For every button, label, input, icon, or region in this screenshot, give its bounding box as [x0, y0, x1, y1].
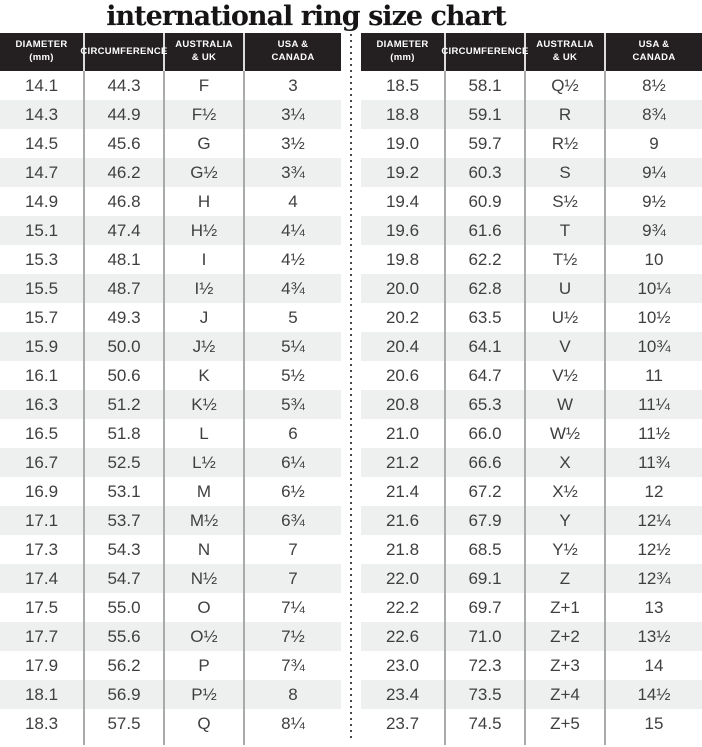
table-body [361, 71, 702, 738]
table-cell: 7¼ [281, 597, 305, 617]
table-cell: K½ [165, 390, 245, 419]
table-cell: W [526, 390, 606, 419]
table-cell: 6¾ [281, 510, 305, 530]
table-cell: O [165, 593, 245, 622]
table-cell: 60.9 [446, 187, 526, 216]
column-header: USA & CANADA [271, 39, 315, 63]
table-cell: 13 [644, 597, 664, 617]
table-cell: 50.0 [85, 332, 165, 361]
table-cell: 15 [644, 713, 664, 733]
table-cell: Z+2 [526, 622, 606, 651]
table-cell: 53.1 [85, 477, 165, 506]
table-row [361, 332, 702, 361]
ring-size-table-right [361, 33, 702, 745]
table-cell: 20.6 [361, 361, 446, 390]
table-row [361, 448, 702, 477]
table-cell: 19.2 [361, 158, 446, 187]
column-header: AUSTRALIA & UK [526, 33, 606, 71]
table-cell: 8 [288, 684, 298, 704]
table-cell: 62.2 [446, 245, 526, 274]
table-cell: 68.5 [446, 535, 526, 564]
table-cell: 64.7 [446, 361, 526, 390]
table-row [361, 680, 702, 709]
table-cell: 54.3 [85, 535, 165, 564]
table-cell: I [165, 245, 245, 274]
table-cell: P [165, 651, 245, 680]
table-row [0, 361, 341, 390]
spacer-cell [526, 738, 606, 745]
table-cell: 3 [288, 75, 298, 95]
table-cell: 74.5 [446, 709, 526, 738]
table-cell: 10¾ [637, 336, 671, 356]
table-cell: 5¾ [281, 394, 305, 414]
table-cell: 65.3 [446, 390, 526, 419]
table-cell: 71.0 [446, 622, 526, 651]
table-cell: 14.3 [0, 100, 85, 129]
table-cell: 44.9 [85, 100, 165, 129]
table-cell: H [165, 187, 245, 216]
table-row [0, 448, 341, 477]
table-cell: 51.8 [85, 419, 165, 448]
spacer-cell [606, 738, 702, 745]
table-row [0, 245, 341, 274]
table-cell: V½ [526, 361, 606, 390]
table-cell: 47.4 [85, 216, 165, 245]
table-cell: Z+1 [526, 593, 606, 622]
table-cell: P½ [165, 680, 245, 709]
table-cell: 72.3 [446, 651, 526, 680]
table-cell: N [165, 535, 245, 564]
table-row [361, 274, 702, 303]
table-cell: G½ [165, 158, 245, 187]
table-row [0, 303, 341, 332]
table-cell: 14.5 [0, 129, 85, 158]
table-cell: 20.4 [361, 332, 446, 361]
table-cell: 9½ [642, 191, 666, 211]
table-cell: 20.0 [361, 274, 446, 303]
table-cell: 9¼ [642, 162, 666, 182]
table-row [0, 71, 341, 100]
table-cell: 12¾ [637, 568, 671, 588]
table-cell: 11 [645, 365, 663, 385]
column-header: DIAMETER (mm) [361, 33, 446, 71]
table-cell: 23.0 [361, 651, 446, 680]
table-cell: U½ [526, 303, 606, 332]
table-cell: 14.7 [0, 158, 85, 187]
table-row [361, 303, 702, 332]
table-cell: H½ [165, 216, 245, 245]
spacer-cell [0, 738, 85, 745]
table-cell: 5 [288, 307, 298, 327]
table-row [361, 477, 702, 506]
table-cell: 21.6 [361, 506, 446, 535]
chart-content [0, 33, 702, 745]
table-cell: 18.8 [361, 100, 446, 129]
table-cell: 23.4 [361, 680, 446, 709]
spacer-cell [165, 738, 245, 745]
table-row [0, 593, 341, 622]
table-row [361, 535, 702, 564]
table-cell: 67.9 [446, 506, 526, 535]
table-cell: 23.7 [361, 709, 446, 738]
table-cell: 10¼ [637, 278, 671, 298]
table-cell: 14½ [637, 684, 671, 704]
table-cell: 21.8 [361, 535, 446, 564]
table-cell: 6 [288, 423, 298, 443]
table-cell: Z+5 [526, 709, 606, 738]
table-cell: T½ [526, 245, 606, 274]
table-cell: 16.3 [0, 390, 85, 419]
table-row [361, 187, 702, 216]
table-cell: 73.5 [446, 680, 526, 709]
table-cell: 19.0 [361, 129, 446, 158]
table-row [361, 390, 702, 419]
table-cell: 12½ [637, 539, 671, 559]
table-row [361, 245, 702, 274]
table-cell: 60.3 [446, 158, 526, 187]
table-cell: T [526, 216, 606, 245]
table-cell: 62.8 [446, 274, 526, 303]
table-row [361, 361, 702, 390]
table-cell: O½ [165, 622, 245, 651]
table-cell: R½ [526, 129, 606, 158]
table-cell: 64.1 [446, 332, 526, 361]
table-cell: 54.7 [85, 564, 165, 593]
table-cell: 50.6 [85, 361, 165, 390]
table-cell: 7½ [281, 626, 305, 646]
table-cell: Y½ [526, 535, 606, 564]
spacer-cell [245, 738, 341, 745]
table-cell: L½ [165, 448, 245, 477]
table-cell: 15.9 [0, 332, 85, 361]
column-header: CIRCUMFERENCE [446, 33, 526, 71]
table-cell: 20.8 [361, 390, 446, 419]
table-row [361, 419, 702, 448]
table-cell: 12 [644, 481, 664, 501]
table-row [361, 651, 702, 680]
table-cell: 4¼ [281, 220, 305, 240]
table-cell: 59.1 [446, 100, 526, 129]
table-cell: 10 [644, 249, 664, 269]
table-row [361, 622, 702, 651]
table-cell: 9 [649, 133, 659, 153]
table-cell: 17.3 [0, 535, 85, 564]
table-cell: 15.7 [0, 303, 85, 332]
table-row [0, 129, 341, 158]
table-cell: 3¾ [281, 162, 305, 182]
table-row [0, 564, 341, 593]
table-cell: 69.7 [446, 593, 526, 622]
table-cell: 16.9 [0, 477, 85, 506]
table-cell: 12¼ [637, 510, 671, 530]
table-cell: 14.9 [0, 187, 85, 216]
table-cell: Z [526, 564, 606, 593]
table-cell: 16.7 [0, 448, 85, 477]
table-cell: 66.0 [446, 419, 526, 448]
table-cell: 45.6 [85, 129, 165, 158]
table-cell: 5½ [281, 365, 305, 385]
table-row [0, 709, 341, 738]
table-cell: 17.7 [0, 622, 85, 651]
table-cell: X½ [526, 477, 606, 506]
table-cell: F [165, 71, 245, 100]
table-cell: 8½ [642, 75, 666, 95]
panel-divider [341, 33, 361, 745]
table-cell: 61.6 [446, 216, 526, 245]
table-cell: 20.2 [361, 303, 446, 332]
table-cell: 58.1 [446, 71, 526, 100]
table-cell: 17.5 [0, 593, 85, 622]
table-row [0, 506, 341, 535]
table-cell: 66.6 [446, 448, 526, 477]
table-cell: 10½ [637, 307, 671, 327]
table-cell: 44.3 [85, 71, 165, 100]
column-header: DIAMETER (mm) [0, 33, 85, 71]
table-cell: F½ [165, 100, 245, 129]
table-row [0, 332, 341, 361]
table-row [361, 564, 702, 593]
table-cell: 11¾ [638, 452, 670, 472]
table-cell: Z+4 [526, 680, 606, 709]
table-cell: Y [526, 506, 606, 535]
table-cell: J½ [165, 332, 245, 361]
table-cell: 14.1 [0, 71, 85, 100]
table-cell: V [526, 332, 606, 361]
table-cell: 17.1 [0, 506, 85, 535]
table-row [361, 593, 702, 622]
table-cell: 19.8 [361, 245, 446, 274]
table-cell: 63.5 [446, 303, 526, 332]
table-cell: 16.5 [0, 419, 85, 448]
table-cell: 21.2 [361, 448, 446, 477]
table-cell: 16.1 [0, 361, 85, 390]
table-cell: 57.5 [85, 709, 165, 738]
table-cell: 6¼ [281, 452, 305, 472]
table-cell: M [165, 477, 245, 506]
table-cell: 53.7 [85, 506, 165, 535]
table-cell: 7 [288, 539, 298, 559]
table-row [361, 129, 702, 158]
header-row [0, 33, 341, 71]
table-cell: 15.3 [0, 245, 85, 274]
ring-size-table-left [0, 33, 341, 745]
table-cell: 55.6 [85, 622, 165, 651]
chart-title: international ring size chart [106, 1, 506, 32]
column-header: USA & CANADA [632, 39, 676, 63]
table-cell: 19.4 [361, 187, 446, 216]
table-bottom-spacer [0, 738, 341, 745]
table-cell: 21.0 [361, 419, 446, 448]
table-cell: 55.0 [85, 593, 165, 622]
table-cell: 8¾ [642, 104, 666, 124]
table-cell: N½ [165, 564, 245, 593]
table-cell: R [526, 100, 606, 129]
table-cell: 56.9 [85, 680, 165, 709]
table-cell: 22.6 [361, 622, 446, 651]
table-cell: 67.2 [446, 477, 526, 506]
table-cell: J [165, 303, 245, 332]
table-cell: 18.5 [361, 71, 446, 100]
table-row [361, 216, 702, 245]
table-cell: S [526, 158, 606, 187]
table-row [361, 100, 702, 129]
spacer-cell [361, 738, 446, 745]
table-cell: 46.2 [85, 158, 165, 187]
table-cell: 4½ [281, 249, 305, 269]
table-cell: 46.8 [85, 187, 165, 216]
table-row [0, 100, 341, 129]
table-cell: 8¼ [281, 713, 305, 733]
table-cell: 13½ [637, 626, 671, 646]
table-cell: 22.2 [361, 593, 446, 622]
table-row [0, 680, 341, 709]
table-cell: 59.7 [446, 129, 526, 158]
table-row [0, 390, 341, 419]
table-row [0, 651, 341, 680]
table-cell: 7¾ [281, 655, 305, 675]
table-cell: 69.1 [446, 564, 526, 593]
table-row [0, 187, 341, 216]
table-cell: 22.0 [361, 564, 446, 593]
table-cell: G [165, 129, 245, 158]
table-cell: L [165, 419, 245, 448]
table-cell: 51.2 [85, 390, 165, 419]
table-cell: 14 [644, 655, 664, 675]
table-cell: 15.1 [0, 216, 85, 245]
table-bottom-spacer [361, 738, 702, 745]
table-cell: 49.3 [85, 303, 165, 332]
table-cell: 3½ [281, 133, 305, 153]
table-cell: 4 [288, 191, 298, 211]
table-row [0, 622, 341, 651]
table-cell: S½ [526, 187, 606, 216]
table-row [0, 274, 341, 303]
table-cell: 21.4 [361, 477, 446, 506]
table-row [0, 216, 341, 245]
table-cell: U [526, 274, 606, 303]
table-cell: 11½ [638, 423, 670, 443]
table-cell: 17.4 [0, 564, 85, 593]
table-cell: 48.1 [85, 245, 165, 274]
table-row [0, 158, 341, 187]
header-row [361, 33, 702, 71]
table-cell: 48.7 [85, 274, 165, 303]
table-cell: 11¼ [638, 394, 670, 414]
spacer-cell [446, 738, 526, 745]
table-cell: I½ [165, 274, 245, 303]
table-cell: 3¼ [281, 104, 305, 124]
table-cell: K [165, 361, 245, 390]
table-cell: 6½ [281, 481, 305, 501]
table-row [361, 71, 702, 100]
column-header: CIRCUMFERENCE [85, 33, 165, 71]
table-cell: Z+3 [526, 651, 606, 680]
table-cell: 18.3 [0, 709, 85, 738]
table-cell: 9¾ [642, 220, 666, 240]
table-row [361, 709, 702, 738]
table-cell: Q½ [526, 71, 606, 100]
column-header: AUSTRALIA & UK [165, 33, 245, 71]
table-cell: X [526, 448, 606, 477]
table-cell: 15.5 [0, 274, 85, 303]
dotted-divider-line [350, 34, 352, 741]
table-cell: M½ [165, 506, 245, 535]
table-cell: 7 [288, 568, 298, 588]
table-body [0, 71, 341, 738]
table-row [0, 535, 341, 564]
table-row [0, 419, 341, 448]
table-cell: 5¼ [281, 336, 305, 356]
table-cell: 52.5 [85, 448, 165, 477]
table-row [361, 506, 702, 535]
table-row [0, 477, 341, 506]
table-cell: Q [165, 709, 245, 738]
table-cell: W½ [526, 419, 606, 448]
table-cell: 56.2 [85, 651, 165, 680]
table-cell: 17.9 [0, 651, 85, 680]
spacer-cell [85, 738, 165, 745]
table-cell: 18.1 [0, 680, 85, 709]
table-row [361, 158, 702, 187]
table-cell: 19.6 [361, 216, 446, 245]
table-cell: 4¾ [281, 278, 305, 298]
